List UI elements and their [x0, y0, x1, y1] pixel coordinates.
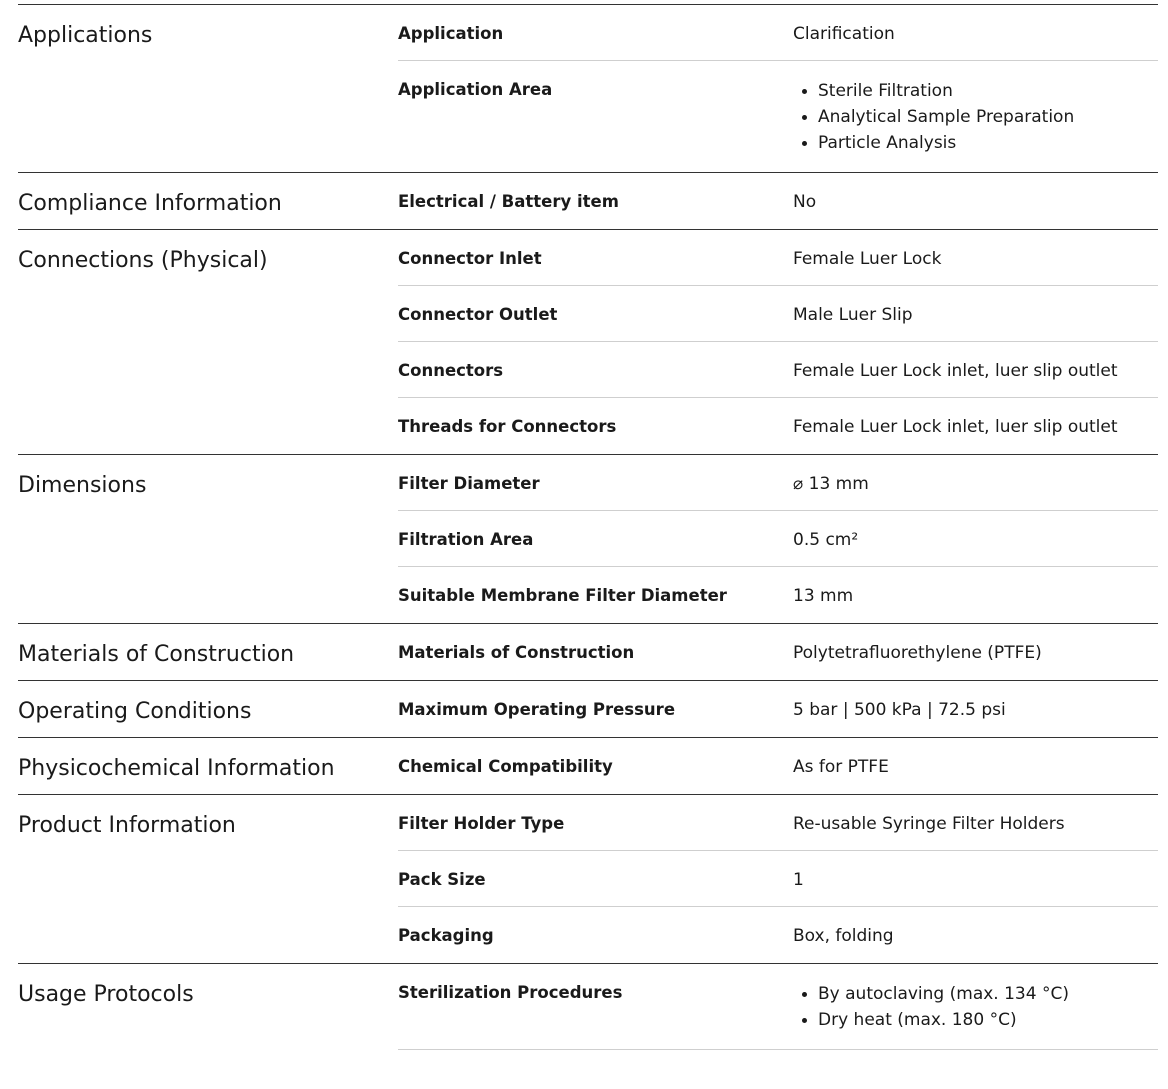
spec-group-materials	[18, 624, 1158, 681]
category-heading: Usage Protocols	[18, 982, 194, 1007]
property-label: Pack Size	[398, 870, 486, 889]
spec-row	[398, 61, 1158, 172]
spec-row	[398, 5, 1158, 61]
spec-group-physicochemical	[18, 738, 1158, 795]
spec-group-applications	[18, 5, 1158, 173]
property-value: ⌀ 13 mm	[793, 474, 869, 494]
property-value: Female Luer Lock inlet, luer slip outlet	[793, 417, 1118, 437]
spec-group-compliance	[18, 173, 1158, 230]
property-value: 5 bar | 500 kPa | 72.5 psi	[793, 700, 1006, 720]
property-value: No	[793, 192, 817, 212]
spec-row	[398, 567, 1158, 623]
property-label: Connector Inlet	[398, 249, 542, 268]
spec-row	[398, 964, 1158, 1050]
property-label: Application Area	[398, 80, 553, 99]
property-label: Threads for Connectors	[398, 417, 617, 436]
spec-group-product-information	[18, 795, 1158, 964]
list-item: • Dry heat (max. 180 °C)	[818, 1007, 1158, 1033]
property-value: 1	[793, 870, 804, 890]
spec-row	[398, 681, 1158, 737]
property-value: Polytetrafluorethylene (PTFE)	[793, 643, 1042, 663]
property-label: Connectors	[398, 361, 504, 380]
category-heading: Product Information	[18, 813, 236, 838]
spec-group-dimensions	[18, 455, 1158, 624]
category-heading: Materials of Construction	[18, 642, 295, 667]
property-value: 13 mm	[793, 586, 854, 606]
property-value-list	[793, 61, 1158, 172]
property-value: 0.5 cm²	[793, 530, 859, 550]
category-heading: Operating Conditions	[18, 699, 252, 724]
property-label: Electrical / Battery item	[398, 192, 619, 211]
spec-row	[398, 342, 1158, 398]
spec-row	[398, 851, 1158, 907]
spec-table	[18, 4, 1158, 1050]
spec-group-usage-protocols	[18, 964, 1158, 1050]
property-value: Box, folding	[793, 926, 894, 946]
spec-row	[398, 455, 1158, 511]
spec-group-connections	[18, 230, 1158, 455]
spec-row	[398, 907, 1158, 963]
list-item: • Analytical Sample Preparation	[818, 104, 1158, 130]
category-heading: Compliance Information	[18, 191, 282, 216]
property-label: Application	[398, 24, 504, 43]
spec-row	[398, 286, 1158, 342]
property-label: Maximum Operating Pressure	[398, 700, 676, 719]
property-value: Male Luer Slip	[793, 305, 913, 325]
property-value: Re-usable Syringe Filter Holders	[793, 814, 1065, 834]
property-label: Chemical Compatibility	[398, 757, 613, 776]
property-label: Filter Diameter	[398, 474, 540, 493]
property-label: Materials of Construction	[398, 643, 635, 662]
category-heading: Connections (Physical)	[18, 248, 268, 273]
spec-row	[398, 624, 1158, 680]
spec-row	[398, 738, 1158, 794]
property-value: Female Luer Lock inlet, luer slip outlet	[793, 361, 1118, 381]
spec-group-operating-conditions	[18, 681, 1158, 738]
property-value: Clarification	[793, 24, 895, 44]
category-heading: Dimensions	[18, 473, 147, 498]
property-value: Female Luer Lock	[793, 249, 942, 269]
category-heading: Physicochemical Information	[18, 756, 335, 781]
spec-row	[398, 398, 1158, 454]
category-heading: Applications	[18, 23, 153, 48]
spec-row	[398, 511, 1158, 567]
spec-row	[398, 173, 1158, 229]
property-label: Filter Holder Type	[398, 814, 565, 833]
property-label: Connector Outlet	[398, 305, 558, 324]
property-value-list	[793, 964, 1158, 1049]
spec-row	[398, 795, 1158, 851]
property-label: Filtration Area	[398, 530, 534, 549]
property-label: Packaging	[398, 926, 494, 945]
property-value: As for PTFE	[793, 757, 889, 777]
property-label: Sterilization Procedures	[398, 983, 623, 1002]
list-item: • Sterile Filtration	[818, 78, 1158, 104]
list-item: • Particle Analysis	[818, 130, 1158, 156]
list-item: • By autoclaving (max. 134 °C)	[818, 981, 1158, 1007]
property-label: Suitable Membrane Filter Diameter	[398, 586, 727, 605]
spec-row	[398, 230, 1158, 286]
